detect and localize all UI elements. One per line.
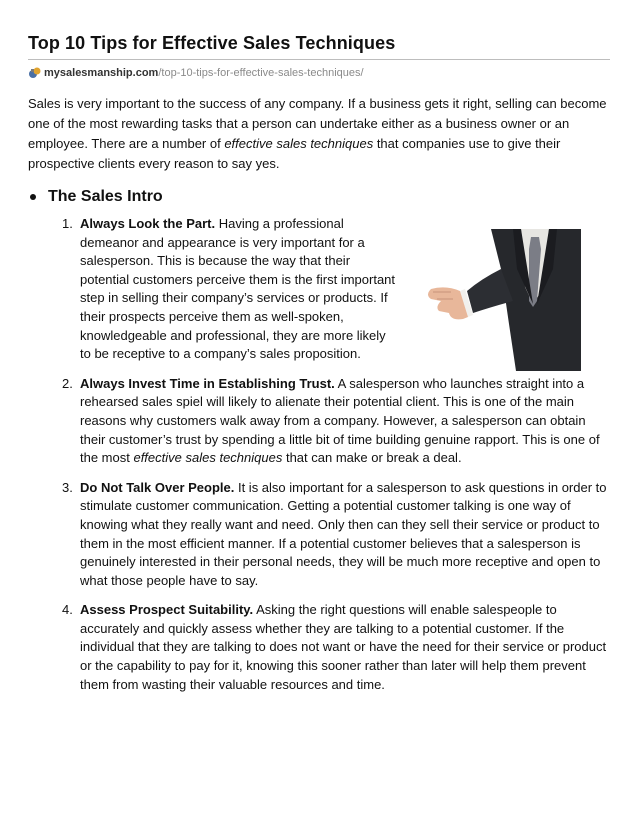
title-divider	[28, 59, 610, 60]
bullet-icon	[30, 194, 36, 200]
item-body: Asking the right questions will enable salespeople to accurately and quickly assess whether they are talking to a potential customer. If the individual that they are talking to does not want or have the need for their service or product or the capability to pay for it, knowing this sooner rather than later will help them prevent them from wasting their valuable resources and time.	[80, 602, 607, 692]
item-body: A salesperson who launches straight into a rehearsed sales spiel will likely to alienate their potential client. This is one of the main reasons why customers walk away from a company. However, a salesperson can obtain their customer’s trust by spending a little bit of time building genuine rapport. This is one of the most	[80, 375, 600, 466]
item-text	[80, 215, 400, 364]
list-item	[28, 601, 610, 694]
list-item	[28, 215, 610, 364]
intro-paragraph	[28, 94, 608, 174]
item-number: 1.	[62, 216, 73, 231]
section-title: The Sales Intro	[48, 188, 163, 205]
site-favicon-icon	[28, 66, 42, 80]
article	[28, 32, 610, 705]
intro-text-2: that companies use to give their prospective clients every reason to say yes.	[28, 136, 561, 171]
item-heading: Always Invest Time in Establishing Trust.	[80, 375, 335, 391]
item-body-end: that can make or break a deal.	[282, 450, 462, 466]
intro-text-1: Sales is very important to the success of any company. If a business gets it right, selling can become one of the most rewarding tasks that a person can undertake either as a business owner or an employee. There are a number of	[28, 96, 607, 151]
list-item	[28, 375, 610, 468]
source-line	[28, 66, 610, 80]
item-heading: Do Not Talk Over People.	[80, 479, 235, 495]
item-heading: Assess Prospect Suitability.	[80, 602, 254, 618]
intro-emphasis: effective sales techniques	[224, 136, 374, 151]
item-number: 3.	[62, 479, 73, 495]
item-heading: Always Look the Part.	[80, 216, 216, 231]
item-body: Having a professional demeanor and appearance is very important for a salesperson. This is because the way that their potential customers perceive them is the first important step in selling their company’s services or products. If their prospects perceive them as well-spoken, knowledgeable and professional, they are more likely to be receptive to a company’s sales proposition.	[80, 216, 396, 362]
section-heading	[28, 187, 610, 207]
page-title: Top 10 Tips for Effective Sales Techniques	[28, 33, 396, 53]
source-domain-link[interactable]: mysalesmanship.com	[44, 67, 159, 79]
source-path-link[interactable]: /top-10-tips-for-effective-sales-techniques/	[158, 67, 364, 79]
tips-list	[28, 215, 610, 694]
item-number: 4.	[62, 602, 73, 618]
list-item	[28, 479, 610, 591]
businessman-handshake-image	[421, 229, 581, 371]
item-emphasis: effective sales techniques	[133, 450, 283, 466]
item-body: It is also important for a salesperson to ask questions in order to stimulate customer communication. Getting a potential customer talking is one way of knowing what they really want and need. Only then can they sell their service or product to them in the most efficient manner. If a potential customer believes that a salesperson is genuinely interested in their personal needs, they will be much more receptive and open to what those people have to say.	[80, 479, 607, 588]
item-number: 2.	[62, 375, 73, 391]
